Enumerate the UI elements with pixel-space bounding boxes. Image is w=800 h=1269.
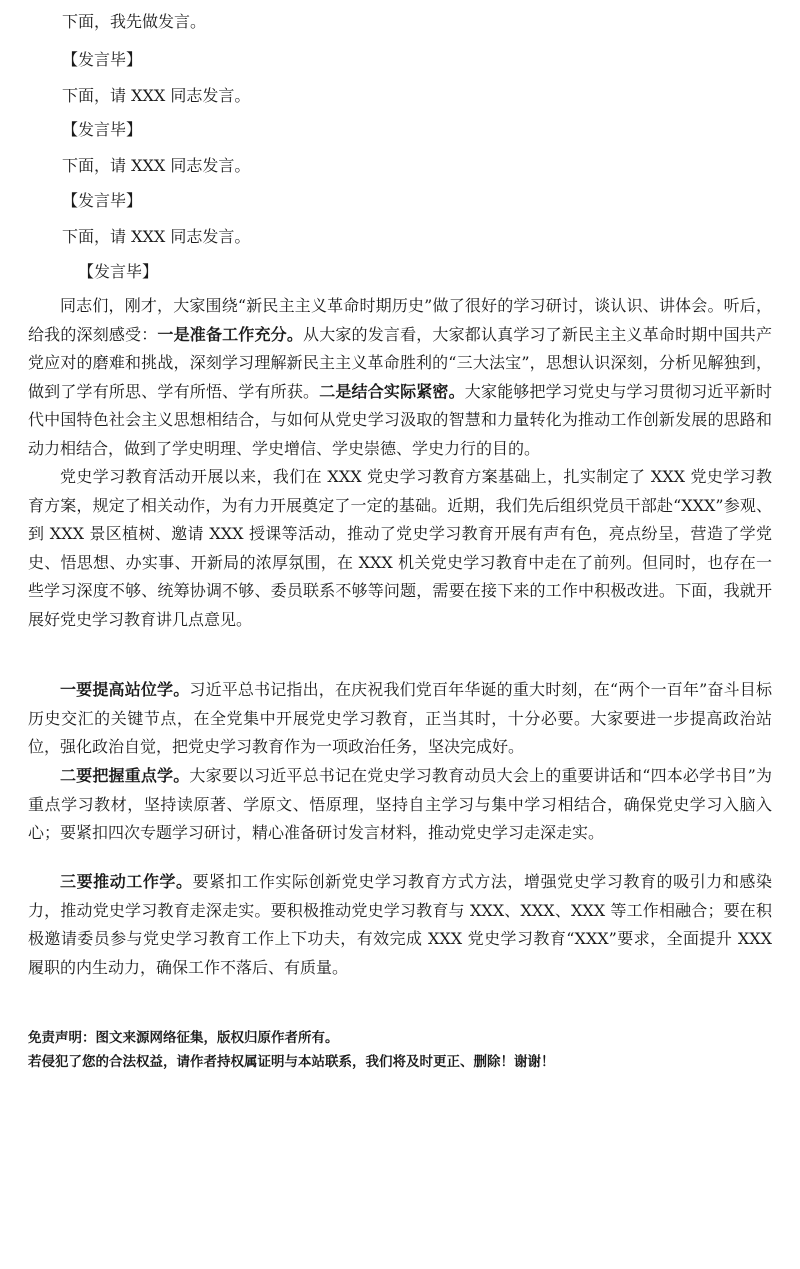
paragraph-point-2 — [28, 762, 772, 848]
point-2-text: 大家要以习近平总书记在党史学习教育动员大会上的重要讲话和“四本必学书目”为重点学习教材，坚持读原著、学原文、悟原理，坚持自主学习与集中学习相结合，确保党史学习入脑入心；要紧扣四次专题学习研讨，精心准备研讨发言材料，推动党史学习走深走实。 — [28, 766, 772, 842]
point-2-heading: 二要把握重点学。 — [60, 766, 190, 785]
point-3-heading: 三要推动工作学。 — [60, 872, 193, 891]
summary-text-1: 同志们，刚才，大家围绕“新民主主义革命时期历史”做了很好的学习研讨，谈认识、讲体会。听后，给我的深刻感受： — [28, 296, 772, 344]
speech-line-4: 【发言毕】 — [62, 120, 143, 139]
summary-text-2: 从大家的发言看，大家都认真学习了新民主主义革命时期中国共产党应对的磨难和挑战，深刻学习理解新民主主义革命胜利的“三大法宝”，思想认识深刻，分析见解独到，做到了学有所思、学有所悟、学有所获。 — [28, 324, 772, 401]
summary-text-3: 大家能够把学习党史与学习贯彻习近平新时代中国特色社会主义思想相结合，与如何从党史学习汲取的智慧和力量转化为推动工作创新发展的思路和动力相结合，做到了学史明理、学史增信、学史崇德、学史力行的目的。 — [28, 381, 772, 458]
speech-line-8: 【发言毕】 — [78, 262, 159, 281]
paragraph-point-1 — [28, 676, 772, 762]
speech-line-6: 【发言毕】 — [62, 191, 143, 210]
summary-bold-1: 一是准备工作充分。 — [157, 324, 304, 344]
paragraph-point-3 — [28, 868, 772, 982]
disclaimer-line-2: 若侵犯了您的合法权益，请作者持权属证明与本站联系，我们将及时更正、删除！谢谢！ — [28, 1054, 555, 1070]
paragraph-summary — [28, 292, 772, 463]
point-1-text: 习近平总书记指出，在庆祝我们党百年华诞的重大时刻，在“两个一百年”奋斗目标历史交汇的关键节点，在全党集中开展党史学习教育，正当其时，十分必要。大家要进一步提高政治站位，强化政治自觉，把党史学习教育作为一项政治任务，坚决完成好。 — [28, 680, 772, 756]
disclaimer-line-1: 免责声明：图文来源网络征集，版权归原作者所有。 — [28, 1030, 339, 1046]
point-1-heading: 一要提高站位学。 — [60, 680, 190, 699]
paragraph-progress: 党史学习教育活动开展以来，我们在 XXX 党史学习教育方案基础上，扎实制定了 XXX 党史学习教育方案，规定了相关动作，为有力开展奠定了一定的基础。近期，我们先后组织党员干部赴“XXX”参观、到 XXX 景区植树、邀请 XXX 授课等活动，推动了党史学习教育开展有声有色，亮点纷呈，营造了学党史、悟思想、办实事、开新局的浓厚氛围，在 XXX 机关党史学习教育中走在了前列。但同时，也存在一些学习深度不够、统筹协调不够、委员联系不够等问题，需要在接下来的工作中积极改进。下面，我就开展好党史学习教育讲几点意见。 — [28, 467, 772, 629]
speech-line-5: 下面，请 XXX 同志发言。 — [62, 156, 251, 175]
point-3-text: 要紧扣工作实际创新党史学习教育方式方法，增强党史学习教育的吸引力和感染力，推动党史学习教育走深走实。要积极推动党史学习教育与 XXX、XXX、XXX 等工作相融合；要在积极邀请委员参与党史学习教育工作上下功夫，有效完成 XXX 党史学习教育“XXX”要求，全面提升 XXX 履职的内生动力，确保工作不落后、有质量。 — [28, 872, 772, 977]
speech-line-7: 下面，请 XXX 同志发言。 — [62, 227, 251, 246]
speech-line-2: 【发言毕】 — [62, 50, 143, 69]
summary-bold-2: 二是结合实际紧密。 — [319, 381, 465, 401]
speech-line-1: 下面，我先做发言。 — [62, 12, 207, 31]
speech-line-3: 下面，请 XXX 同志发言。 — [62, 86, 251, 105]
